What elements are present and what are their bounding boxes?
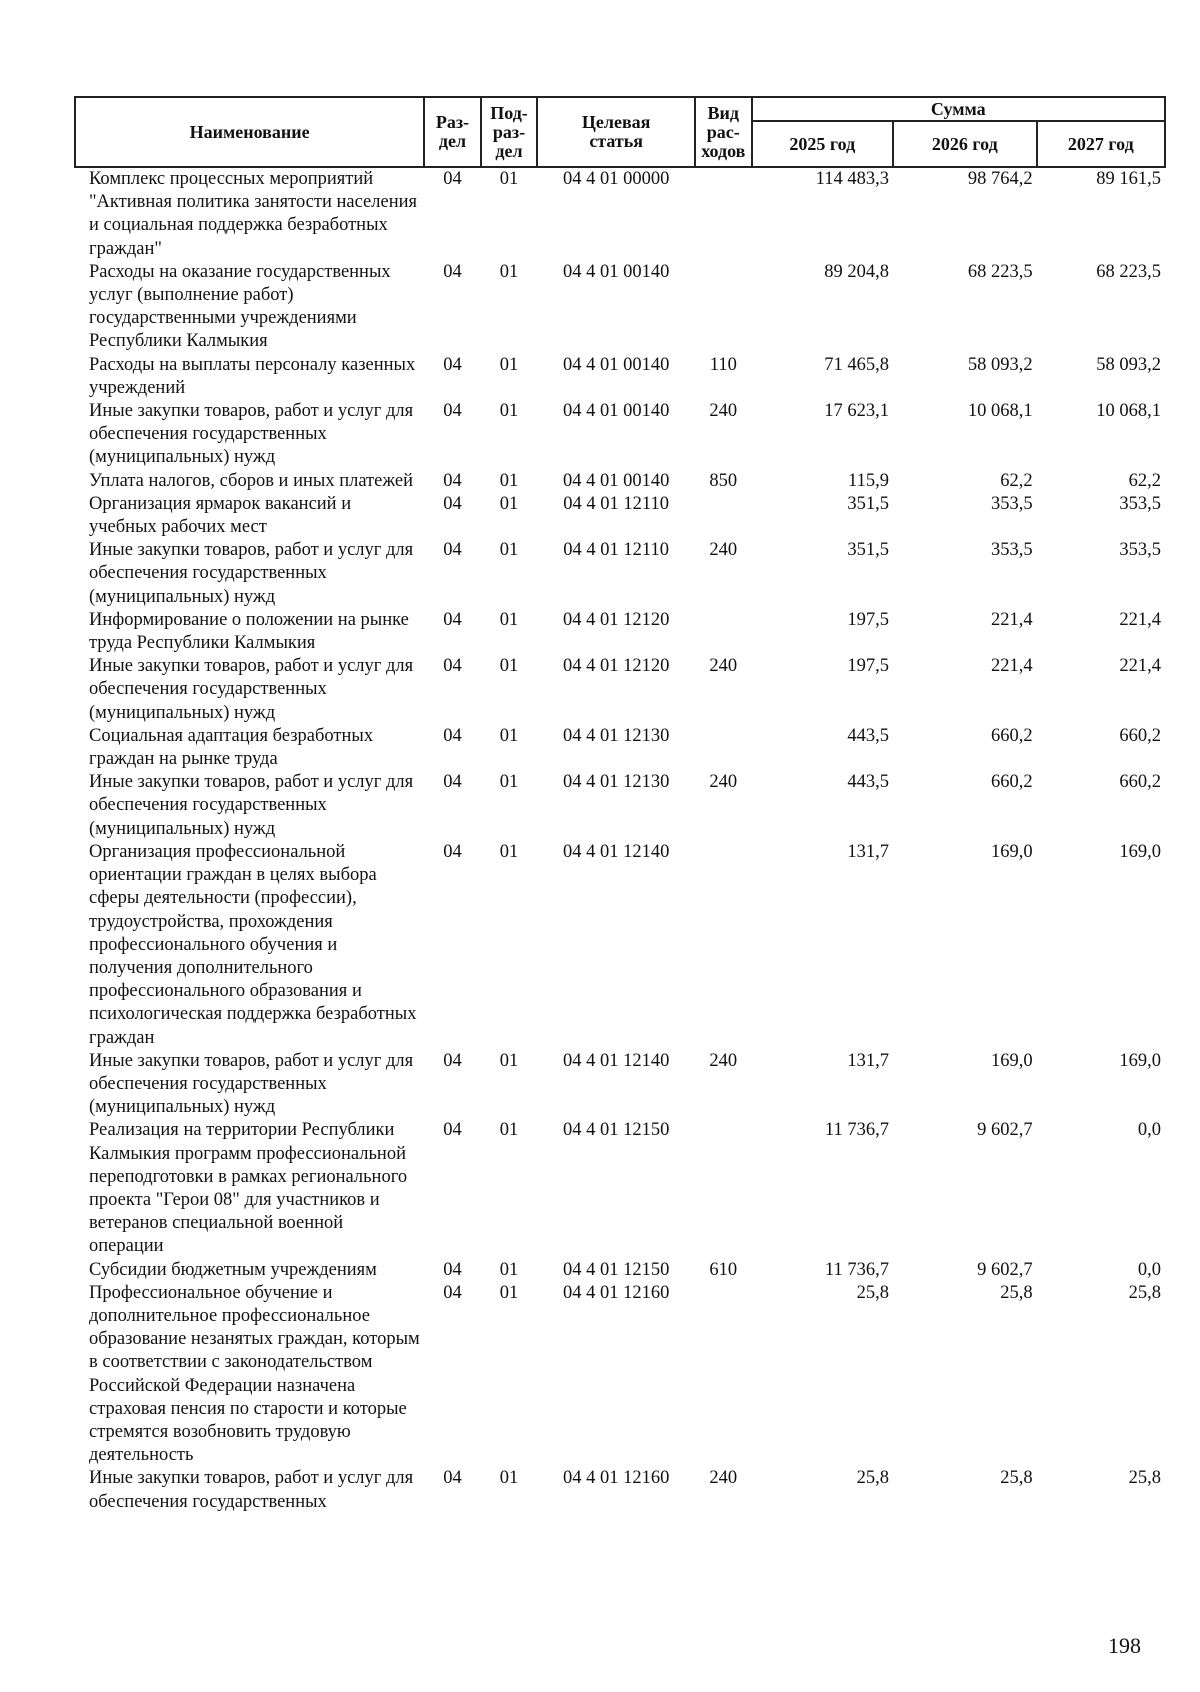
row-expense-type: 850 <box>709 470 738 491</box>
row-subsection: 01 <box>499 772 519 793</box>
table-row <box>75 167 1165 261</box>
row-expense-type <box>695 609 752 655</box>
row-section: 04 <box>443 1468 462 1489</box>
row-sum-2025: 11 736,7 <box>824 1259 889 1280</box>
row-target: 04 4 01 00140 <box>562 401 670 422</box>
table-row <box>75 1259 1165 1282</box>
row-sum-2026: 221,4 <box>990 656 1033 677</box>
table-row <box>75 1119 1165 1258</box>
row-sum-2027: 353,5 <box>1119 493 1161 514</box>
row-sum-2025: 114 483,3 <box>815 169 889 189</box>
table-row <box>75 539 1165 609</box>
row-expense-type: 110 <box>709 354 737 375</box>
row-section: 04 <box>443 772 462 793</box>
row-name: Социальная адаптация безработных граждан на рынке труда <box>89 725 374 770</box>
page-number: 198 <box>1108 1633 1141 1658</box>
row-name: Расходы на оказание государственных услуг (выполнение работ) государственными учреждениями Республики Калмыкия <box>89 261 391 352</box>
row-sum-2025: 351,5 <box>847 540 889 561</box>
row-subsection: 01 <box>499 1120 519 1141</box>
table-row <box>75 493 1165 539</box>
row-sum-2027: 25,8 <box>1128 1468 1161 1489</box>
table-row <box>75 354 1165 400</box>
header-sum: Сумма <box>752 97 1165 121</box>
row-sum-2025: 25,8 <box>856 1282 889 1303</box>
table-row <box>75 609 1165 655</box>
row-target: 04 4 01 12130 <box>562 725 670 746</box>
row-subsection: 01 <box>499 841 519 862</box>
row-sum-2025: 17 623,1 <box>824 401 889 422</box>
row-sum-2025: 25,8 <box>856 1468 889 1489</box>
row-section: 04 <box>443 354 462 375</box>
row-sum-2027: 353,5 <box>1119 540 1161 561</box>
row-target: 04 4 01 12110 <box>563 493 669 514</box>
row-sum-2025: 351,5 <box>847 493 889 514</box>
header-subsection: Под- раз- дел <box>481 97 538 167</box>
row-expense-type <box>695 261 752 354</box>
row-target: 04 4 01 12110 <box>563 540 669 561</box>
row-expense-type: 240 <box>709 772 738 793</box>
row-sum-2027: 58 093,2 <box>1096 354 1161 375</box>
table-row <box>75 771 1165 841</box>
row-sum-2026: 353,5 <box>990 493 1033 514</box>
row-sum-2027: 169,0 <box>1119 1050 1161 1071</box>
row-subsection: 01 <box>499 1468 519 1489</box>
row-name: Реализация на территории Республики Калмыкия программ профессиональной переподготовки в рамках регионального проекта "Герои 08" для участников и ветеранов специальной военной операции <box>89 1120 408 1257</box>
table-body <box>75 167 1165 1514</box>
row-expense-type: 240 <box>709 540 738 561</box>
row-expense-type <box>695 167 752 261</box>
table-row <box>75 655 1165 725</box>
row-sum-2026: 9 602,7 <box>977 1120 1033 1141</box>
table-row <box>75 841 1165 1050</box>
row-sum-2026: 58 093,2 <box>967 354 1033 375</box>
row-target: 04 4 01 12150 <box>562 1120 670 1141</box>
row-name: Расходы на выплаты персоналу казенных учреждений <box>89 354 416 398</box>
row-subsection: 01 <box>499 1050 519 1071</box>
row-sum-2026: 169,0 <box>990 1050 1033 1071</box>
row-name: Информирование о положении на рынке труда Республики Калмыкия <box>89 609 409 654</box>
row-sum-2026: 68 223,5 <box>967 261 1033 282</box>
row-target: 04 4 01 12130 <box>562 772 670 793</box>
table-row <box>75 261 1165 354</box>
header-name: Наименование <box>75 97 424 167</box>
row-expense-type <box>695 725 752 771</box>
row-sum-2027: 221,4 <box>1119 609 1161 630</box>
row-name: Организация профессиональной ориентации граждан в целях выбора сферы деятельности (профессии), трудоустройства, прохождения профессионального обучения и получения дополнительного профессионального образования и психологическая поддержка безработных граждан <box>89 841 417 1048</box>
row-section: 04 <box>443 1050 462 1071</box>
row-sum-2026: 98 764,2 <box>967 169 1033 189</box>
row-expense-type <box>695 1282 752 1468</box>
row-expense-type: 240 <box>709 1050 738 1071</box>
row-subsection: 01 <box>499 470 519 491</box>
row-section: 04 <box>443 1282 462 1303</box>
row-target: 04 4 01 00140 <box>562 354 670 375</box>
row-section: 04 <box>443 401 462 422</box>
row-sum-2025: 197,5 <box>847 656 889 677</box>
row-sum-2027: 89 161,5 <box>1096 169 1161 189</box>
row-sum-2027: 25,8 <box>1128 1282 1161 1303</box>
row-sum-2025: 443,5 <box>847 725 889 746</box>
row-sum-2025: 443,5 <box>847 772 889 793</box>
row-sum-2026: 660,2 <box>990 772 1033 793</box>
row-section: 04 <box>443 169 462 189</box>
row-target: 04 4 01 12160 <box>562 1282 670 1303</box>
row-expense-type: 610 <box>709 1259 738 1280</box>
row-sum-2027: 62,2 <box>1128 470 1161 491</box>
row-subsection: 01 <box>499 1259 519 1280</box>
header-expense-type: Вид рас- ходов <box>695 97 752 167</box>
row-sum-2025: 115,9 <box>848 470 889 491</box>
row-sum-2026: 9 602,7 <box>977 1259 1033 1280</box>
row-section: 04 <box>443 1259 462 1280</box>
header-section: Раз- дел <box>424 97 481 167</box>
row-name: Организация ярмарок вакансий и учебных рабочих мест <box>89 493 352 538</box>
row-sum-2026: 221,4 <box>990 609 1033 630</box>
budget-table <box>74 96 1166 1514</box>
row-target: 04 4 01 12150 <box>562 1259 670 1280</box>
table-row <box>75 1467 1165 1513</box>
row-section: 04 <box>443 841 462 862</box>
row-name: Иные закупки товаров, работ и услуг для обеспечения государственных (муниципальных) нужд <box>89 772 414 839</box>
row-expense-type: 240 <box>709 401 738 422</box>
row-subsection: 01 <box>499 656 519 677</box>
header-year-2026: 2026 год <box>893 121 1037 167</box>
row-sum-2025: 89 204,8 <box>824 261 889 282</box>
row-expense-type <box>695 493 752 539</box>
row-sum-2027: 221,4 <box>1119 656 1161 677</box>
row-target: 04 4 01 12120 <box>562 609 670 630</box>
row-name: Субсидии бюджетным учреждениям <box>89 1259 377 1280</box>
row-subsection: 01 <box>499 401 519 422</box>
row-subsection: 01 <box>499 725 519 746</box>
row-name: Иные закупки товаров, работ и услуг для обеспечения государственных (муниципальных) нужд <box>89 656 414 723</box>
table-row <box>75 1282 1165 1468</box>
row-section: 04 <box>443 1120 462 1141</box>
row-sum-2026: 660,2 <box>990 725 1033 746</box>
row-sum-2026: 353,5 <box>990 540 1033 561</box>
row-sum-2027: 10 068,1 <box>1096 401 1161 422</box>
row-section: 04 <box>443 656 462 677</box>
table-row <box>75 1050 1165 1120</box>
row-sum-2026: 25,8 <box>1000 1468 1033 1489</box>
row-sum-2025: 197,5 <box>847 609 889 630</box>
row-subsection: 01 <box>499 1282 519 1303</box>
row-name: Иные закупки товаров, работ и услуг для обеспечения государственных (муниципальных) нужд <box>89 401 414 468</box>
row-name: Иные закупки товаров, работ и услуг для обеспечения государственных <box>89 1468 414 1512</box>
table-row <box>75 400 1165 470</box>
row-target: 04 4 01 12140 <box>562 841 670 862</box>
row-target: 04 4 01 12140 <box>562 1050 670 1071</box>
row-subsection: 01 <box>499 540 519 561</box>
header-target: Целевая статья <box>537 97 695 167</box>
row-target: 04 4 01 12160 <box>562 1468 670 1489</box>
row-expense-type: 240 <box>709 656 738 677</box>
row-name: Иные закупки товаров, работ и услуг для обеспечения государственных (муниципальных) нужд <box>89 1050 414 1118</box>
row-subsection: 01 <box>499 169 519 189</box>
row-expense-type <box>695 1119 752 1258</box>
row-section: 04 <box>443 609 462 630</box>
row-sum-2027: 169,0 <box>1119 841 1161 862</box>
row-sum-2027: 0,0 <box>1137 1120 1161 1141</box>
table-row <box>75 470 1165 493</box>
row-subsection: 01 <box>499 354 519 375</box>
row-section: 04 <box>443 540 462 561</box>
header-year-2027: 2027 год <box>1037 121 1165 167</box>
row-sum-2026: 10 068,1 <box>967 401 1033 422</box>
row-expense-type <box>695 841 752 1050</box>
row-sum-2025: 11 736,7 <box>824 1120 889 1141</box>
row-target: 04 4 01 00140 <box>562 470 670 491</box>
row-target: 04 4 01 00000 <box>562 169 670 189</box>
row-sum-2025: 71 465,8 <box>824 354 889 375</box>
row-subsection: 01 <box>499 493 519 514</box>
row-name: Иные закупки товаров, работ и услуг для обеспечения государственных (муниципальных) нужд <box>89 540 414 607</box>
row-expense-type: 240 <box>709 1468 738 1489</box>
row-sum-2027: 0,0 <box>1137 1259 1161 1280</box>
row-section: 04 <box>443 493 462 514</box>
header-year-2025: 2025 год <box>752 121 893 167</box>
row-sum-2027: 660,2 <box>1119 725 1161 746</box>
row-name: Уплата налогов, сборов и иных платежей <box>89 470 414 491</box>
row-sum-2025: 131,7 <box>847 1050 889 1071</box>
row-sum-2026: 25,8 <box>1000 1282 1033 1303</box>
row-section: 04 <box>443 725 462 746</box>
row-target: 04 4 01 12120 <box>562 656 670 677</box>
row-name: Профессиональное обучение и дополнительное профессиональное образование незанятых граждан, которым в соответствии с законодательством Российской Федерации назначена страховая пенсия по старости и которые стремятся возобновить трудовую деятельность <box>89 1282 420 1466</box>
row-subsection: 01 <box>499 609 519 630</box>
row-sum-2026: 169,0 <box>990 841 1033 862</box>
row-section: 04 <box>443 470 462 491</box>
row-sum-2026: 62,2 <box>1000 470 1033 491</box>
row-sum-2027: 68 223,5 <box>1096 261 1161 282</box>
row-sum-2025: 131,7 <box>847 841 889 862</box>
row-target: 04 4 01 00140 <box>562 261 670 282</box>
row-subsection: 01 <box>499 261 519 282</box>
row-name: Комплекс процессных мероприятий "Активная политика занятости населения и социальная поддержка безработных граждан" <box>89 169 418 259</box>
row-sum-2027: 660,2 <box>1119 772 1161 793</box>
table-row <box>75 725 1165 771</box>
row-section: 04 <box>443 261 462 282</box>
